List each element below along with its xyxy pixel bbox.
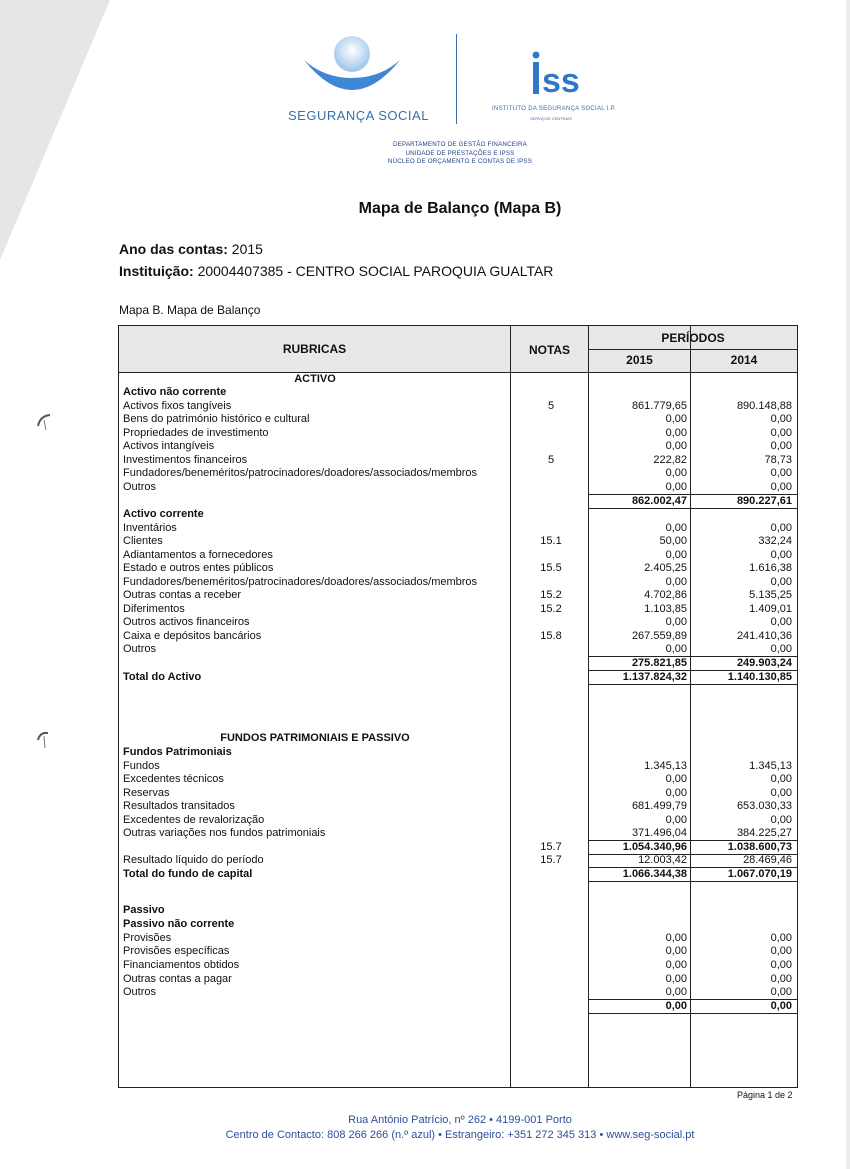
seguranca-social-logo (302, 30, 402, 102)
department-line: DEPARTAMENTO DE GESTÃO FINANCEIRA (392, 141, 528, 148)
row-value-2015: 0,00 (665, 549, 687, 561)
row-note: 15.5 (540, 562, 562, 574)
row-label: Investimentos financeiros (123, 454, 248, 466)
table-caption: Mapa B. Mapa de Balanço (119, 303, 261, 317)
row-note: 5 (547, 454, 555, 466)
row-value-2015: 1.345,13 (644, 760, 687, 772)
table-row (119, 440, 799, 453)
row-label: Fundadores/beneméritos/patrocinadores/doadores/associados/membros (123, 576, 478, 588)
table-row (119, 522, 799, 535)
row-label: Total do fundo de capital (123, 868, 253, 880)
letterhead (288, 30, 628, 130)
department-line: UNIDADE DE PRESTAÇÕES E IPSS (405, 149, 515, 157)
row-value-2015: 0,00 (665, 814, 687, 826)
row-label: FUNDOS PATRIMONIAIS E PASSIVO (220, 732, 410, 744)
row-value-2014: 0,00 (770, 427, 792, 439)
row-value-2014: 0,00 (770, 773, 792, 785)
row-value-2014: 0,00 (770, 481, 792, 493)
subtotal-rule (589, 840, 690, 841)
institution-value: 20004407385 - CENTRO SOCIAL PAROQUIA GUALTAR (197, 263, 554, 279)
row-note: 15.7 (540, 854, 562, 866)
row-value-2015: 2.405,25 (644, 562, 687, 574)
institution-line (119, 263, 553, 279)
row-label: Caixa e depósitos bancários (123, 630, 262, 642)
row-label: Resultado líquido do período (123, 854, 264, 866)
subtotal-rule (589, 999, 690, 1000)
department-block (0, 141, 850, 167)
table-row (119, 549, 799, 562)
row-note: 15.2 (540, 603, 562, 615)
subtotal-rule (589, 881, 690, 882)
table-row (119, 746, 799, 759)
row-value-2015: 0,00 (665, 440, 687, 452)
table-row (119, 973, 799, 986)
table-row (119, 630, 799, 643)
subtotal-rule (589, 656, 690, 657)
table-row (119, 508, 799, 521)
row-value-2015: 0,00 (665, 1000, 687, 1012)
row-label: Financiamentos obtidos (123, 959, 240, 971)
row-label: Passivo não corrente (123, 918, 235, 930)
row-label: Outros (123, 481, 157, 493)
subtotal-rule (691, 656, 797, 657)
row-value-2015: 0,00 (665, 576, 687, 588)
row-value-2014: 1.409,01 (749, 603, 792, 615)
row-value-2014: 0,00 (770, 576, 792, 588)
page-number: Página 1 de 2 (737, 1090, 793, 1100)
subtotal-rule (691, 494, 797, 495)
row-value-2014: 0,00 (770, 814, 792, 826)
punch-hole-icon (36, 412, 54, 432)
row-value-2014: 0,00 (770, 945, 792, 957)
row-value-2015: 0,00 (665, 481, 687, 493)
header-year-2014: 2014 (730, 353, 758, 367)
row-value-2014: 1.140.130,85 (727, 671, 792, 683)
row-label: Fundos Patrimoniais (123, 746, 232, 758)
row-label: Activo não corrente (123, 386, 227, 398)
table-row (119, 787, 799, 800)
row-label: Adiantamentos a fornecedores (123, 549, 273, 561)
row-value-2014: 0,00 (770, 522, 792, 534)
row-label: Passivo (123, 904, 165, 916)
row-value-2015: 1.066.344,38 (622, 868, 687, 880)
row-value-2014: 78,73 (764, 454, 792, 466)
row-value-2015: 861.779,65 (631, 400, 687, 412)
row-label: Inventários (123, 522, 177, 534)
header-year-2015: 2015 (626, 353, 653, 367)
row-label: Fundos (123, 760, 160, 772)
header-divider (588, 349, 797, 350)
table-row (119, 562, 799, 575)
table-row (119, 427, 799, 440)
row-value-2015: 275.821,85 (631, 657, 687, 669)
row-value-2014: 0,00 (770, 467, 792, 479)
row-note: 5 (547, 400, 555, 412)
row-note: 15.8 (540, 630, 562, 642)
table-row (119, 959, 799, 972)
subtotal-rule (691, 670, 797, 671)
row-value-2014: 0,00 (770, 932, 792, 944)
row-label: Outras contas a receber (123, 589, 242, 601)
row-label: Outras variações nos fundos patrimoniais (123, 827, 326, 839)
row-value-2015: 0,00 (665, 973, 687, 985)
row-value-2014: 332,24 (758, 535, 792, 547)
row-label: Activos fixos tangíveis (123, 400, 232, 412)
subtotal-rule (589, 494, 690, 495)
row-label: Outros activos financeiros (123, 616, 250, 628)
subtotal-rule (589, 684, 690, 685)
subtotal-rule (589, 670, 690, 671)
table-row (119, 932, 799, 945)
row-value-2015: 0,00 (665, 522, 687, 534)
row-value-2015: 681.499,79 (631, 800, 687, 812)
row-value-2014: 0,00 (770, 643, 792, 655)
subtotal-rule (691, 867, 797, 868)
table-row (119, 827, 799, 840)
row-value-2014: 0,00 (770, 787, 792, 799)
row-value-2014: 0,00 (770, 440, 792, 452)
subtotal-rule (691, 1013, 797, 1014)
table-row (119, 616, 799, 629)
row-label: Provisões (123, 932, 172, 944)
institution-label: Instituição: (119, 263, 194, 279)
department-line: NÚCLEO DE ORÇAMENTO E CONTAS DE IPSS (387, 158, 533, 165)
table-row (119, 945, 799, 958)
header-rubricas: RUBRICAS (282, 342, 347, 356)
row-label: Total do Activo (123, 671, 202, 683)
row-value-2015: 0,00 (665, 959, 687, 971)
row-value-2015: 4.702,86 (644, 589, 687, 601)
row-value-2015: 0,00 (665, 467, 687, 479)
subtotal-rule (691, 684, 797, 685)
row-value-2015: 862.002,47 (631, 495, 687, 507)
row-value-2015: 0,00 (665, 413, 687, 425)
row-value-2015: 0,00 (665, 616, 687, 628)
row-value-2014: 0,00 (770, 1000, 792, 1012)
subtotal-row (119, 495, 799, 508)
row-value-2015: 0,00 (665, 427, 687, 439)
row-label: Estado e outros entes públicos (123, 562, 274, 574)
row-label: ACTIVO (294, 373, 336, 385)
table-row (119, 800, 799, 813)
table-row (119, 854, 799, 867)
subtotal-row (119, 841, 799, 854)
row-value-2014: 5.135,25 (749, 589, 792, 601)
year-line (119, 241, 263, 257)
footer-address: Rua António Patrício, nº 262 • 4199-001 Porto (348, 1114, 572, 1126)
row-value-2014: 1.345,13 (749, 760, 792, 772)
iss-logo (528, 50, 584, 100)
row-value-2015: 50,00 (659, 535, 687, 547)
row-value-2014: 0,00 (770, 973, 792, 985)
table-row (119, 400, 799, 413)
table-row (119, 386, 799, 399)
balance-table (118, 325, 798, 1088)
table-row (119, 576, 799, 589)
table-row (119, 535, 799, 548)
row-label: Activo corrente (123, 508, 204, 520)
table-row (119, 454, 799, 467)
row-label: Excedentes de revalorização (123, 814, 265, 826)
row-label: Fundadores/beneméritos/patrocinadores/doadores/associados/membros (123, 467, 478, 479)
row-label: Outras contas a pagar (123, 973, 232, 985)
subtotal-rule (691, 840, 797, 841)
year-label: Ano das contas: (119, 241, 228, 257)
row-value-2014: 0,00 (770, 413, 792, 425)
logo-divider (456, 34, 457, 124)
row-value-2014: 1.038.600,73 (727, 841, 792, 853)
header-periodos: PERÍODOS (661, 331, 725, 345)
row-value-2014: 0,00 (770, 986, 792, 998)
row-note: 15.7 (540, 841, 562, 853)
row-value-2015: 371.496,04 (631, 827, 687, 839)
row-value-2015: 1.054.340,96 (622, 841, 687, 853)
row-value-2014: 1.616,38 (749, 562, 792, 574)
row-label: Reservas (123, 787, 170, 799)
punch-hole-icon (36, 730, 54, 750)
subtotal-row (119, 657, 799, 670)
table-row (119, 467, 799, 480)
page-title: Mapa de Balanço (Mapa B) (358, 200, 562, 217)
table-row (119, 760, 799, 773)
scan-edge (846, 0, 850, 1169)
row-label: Excedentes técnicos (123, 773, 224, 785)
header-notas: NOTAS (528, 343, 571, 357)
row-value-2014: 1.067.070,19 (727, 868, 792, 880)
scan-shadow (0, 0, 110, 260)
table-row (119, 643, 799, 656)
row-label: Outros (123, 643, 157, 655)
row-value-2014: 653.030,33 (736, 800, 792, 812)
subtotal-rule (589, 867, 690, 868)
table-row (119, 603, 799, 616)
row-label: Diferimentos (123, 603, 185, 615)
row-value-2014: 0,00 (770, 959, 792, 971)
row-value-2014: 890.148,88 (736, 400, 792, 412)
row-value-2014: 28.469,46 (743, 854, 792, 866)
subtotal-row (119, 671, 799, 684)
table-row (119, 773, 799, 786)
row-value-2015: 267.559,89 (631, 630, 687, 642)
subtotal-row (119, 868, 799, 881)
row-value-2014: 890.227,61 (736, 495, 792, 507)
svg-text:ss: ss (542, 62, 580, 100)
subtotal-rule (691, 881, 797, 882)
row-value-2015: 222,82 (653, 454, 687, 466)
row-value-2015: 0,00 (665, 945, 687, 957)
row-value-2015: 0,00 (665, 986, 687, 998)
row-label: Bens do património histórico e cultural (123, 413, 310, 425)
row-value-2015: 0,00 (665, 932, 687, 944)
section-heading-row (119, 732, 799, 745)
row-value-2014: 0,00 (770, 616, 792, 628)
section-heading-row (119, 373, 799, 386)
footer-contacts: Centro de Contacto: 808 266 266 (n.º azul) • Estrangeiro: +351 272 345 313 • www.seg-social.pt (225, 1129, 695, 1141)
row-value-2014: 249.903,24 (736, 657, 792, 669)
subtotal-rule (589, 1013, 690, 1014)
row-note: 15.1 (540, 535, 562, 547)
table-row (119, 904, 799, 917)
row-value-2015: 0,00 (665, 773, 687, 785)
row-label: Propriedades de investimento (123, 427, 269, 439)
row-label: Activos intangíveis (123, 440, 215, 452)
row-note: 15.2 (540, 589, 562, 601)
row-label: Provisões específicas (123, 945, 230, 957)
logo-right-subtext: SERVIÇOS CENTRAIS (530, 116, 572, 121)
subtotal-rule (691, 999, 797, 1000)
table-row (119, 986, 799, 999)
table-row (119, 814, 799, 827)
year-value: 2015 (231, 241, 263, 257)
table-row (119, 918, 799, 931)
subtotal-row (119, 1000, 799, 1013)
row-label: Clientes (123, 535, 163, 547)
table-row (119, 481, 799, 494)
table-row (119, 589, 799, 602)
table-row (119, 413, 799, 426)
row-value-2015: 1.137.824,32 (622, 671, 687, 683)
row-value-2015: 12.003,42 (638, 854, 687, 866)
row-value-2014: 384.225,27 (736, 827, 792, 839)
logo-left-text: SEGURANÇA SOCIAL (288, 108, 429, 123)
row-value-2014: 241.410,36 (736, 630, 792, 642)
row-label: Outros (123, 986, 157, 998)
row-value-2015: 0,00 (665, 787, 687, 799)
row-value-2014: 0,00 (770, 549, 792, 561)
logo-right-text: INSTITUTO DA SEGURANÇA SOCIAL I.P. (492, 106, 617, 112)
row-value-2015: 1.103,85 (644, 603, 687, 615)
row-value-2015: 0,00 (665, 643, 687, 655)
row-label: Resultados transitados (123, 800, 235, 812)
